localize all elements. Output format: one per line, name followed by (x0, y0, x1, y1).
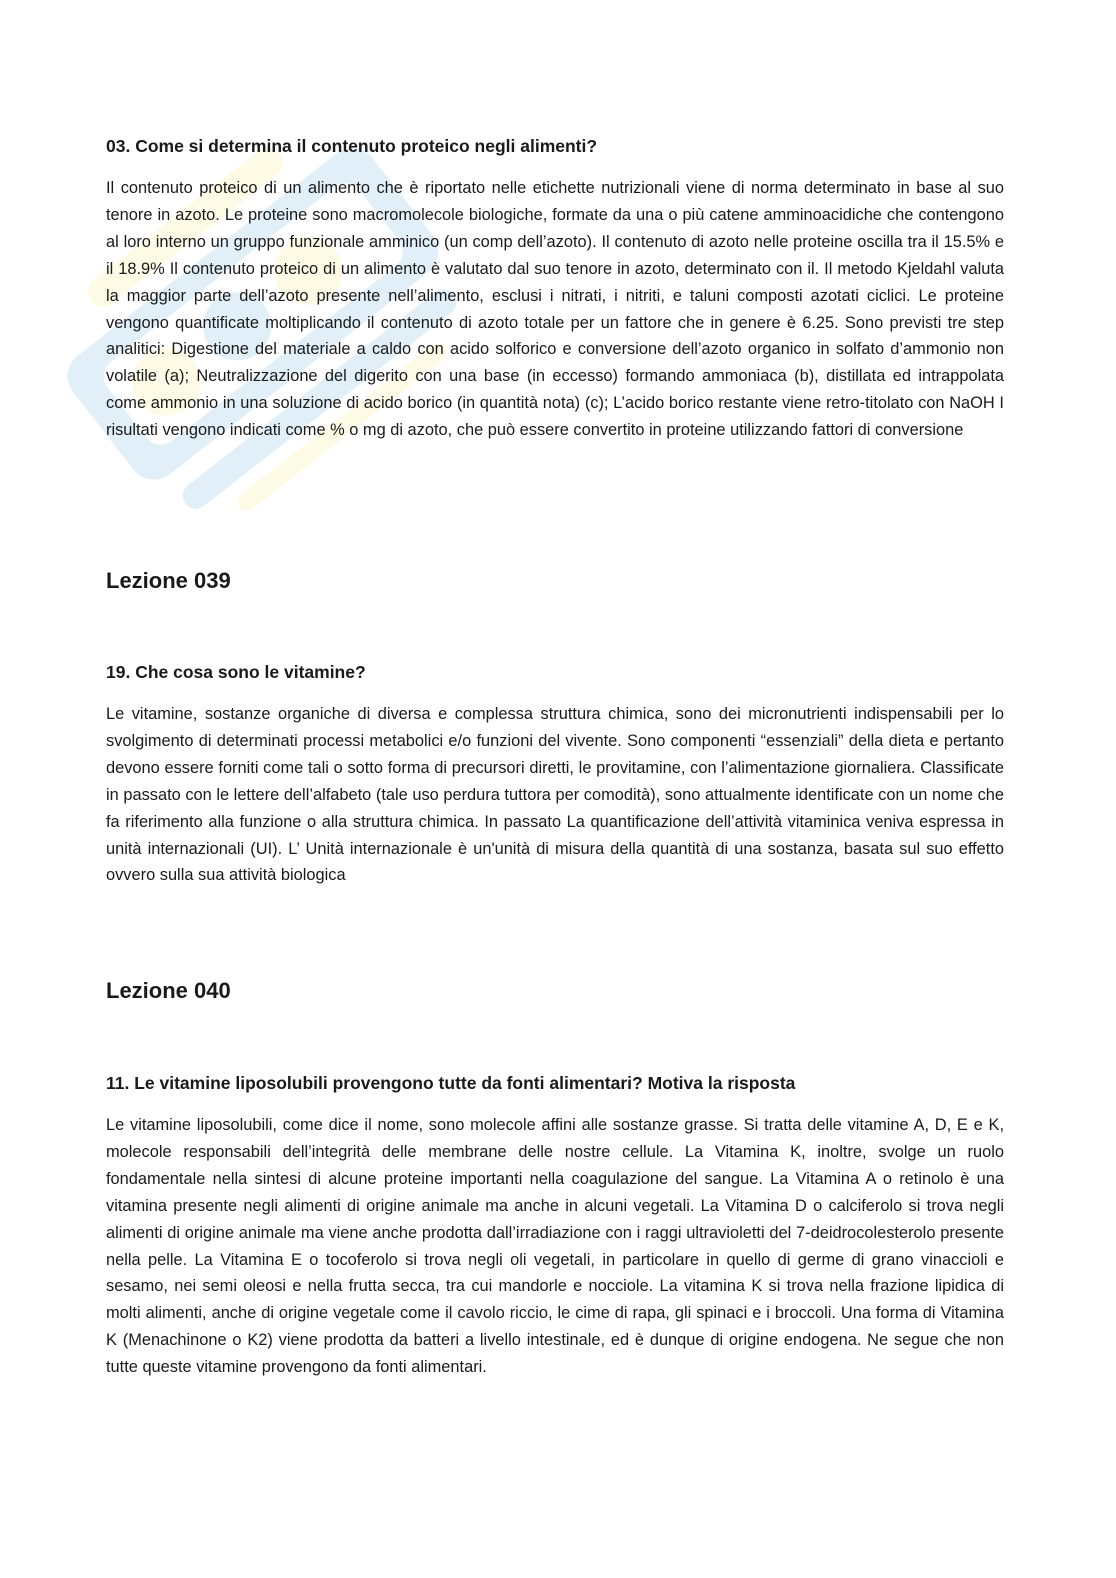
answer-paragraph-03: Il contenuto proteico di un alimento che è riportato nelle etichette nutrizionali viene di norma determinato in base al suo tenore in azoto. Le proteine sono macromolecole biologiche, formate da una o più catene amminoacidiche che contengono al loro interno un gruppo funzionale amminico (un comp dell’azoto). Il contenuto di azoto nelle proteine oscilla tra il 15.5% e il 18.9% Il contenuto proteico di un alimento è valutato dal suo tenore in azoto, determinato con il. Il metodo Kjeldahl valuta la maggior parte dell’azoto presente nell’alimento, esclusi i nitrati, i nitriti, e taluni composti azotati ciclici. Le proteine vengono quantificate moltiplicando il contenuto di azoto totale per un fattore che in genere è 6.25. Sono previsti tre step analitici: Digestione del materiale a caldo con acido solforico e conversione dell’azoto organico in solfato d’ammonio non volatile (a); Neutralizzazione del digerito con una base (in eccesso) formando ammoniaca (b), distillata ed intrappolata come ammonio in una soluzione di acido borico (in quantità nota) (c); L’acido borico restante viene retro-titolato con NaOH I risultati vengono indicati come % o mg di azoto, che può essere convertito in proteine utilizzando fattori di conversione (106, 179, 1004, 440)
answer-paragraph-11: Le vitamine liposolubili, come dice il nome, sono molecole affini alle sostanze grasse. Si tratta delle vitamine A, D, E e K, molecole responsabili dell’integrità delle membrane delle nostre cellule. La Vitamina K, inoltre, svolge un ruolo fondamentale nella sintesi di alcune proteine importanti nella coagulazione del sangue. La Vitamina A o retinolo è una vitamina presente negli alimenti di origine animale ma anche in alcuni vegetali. La Vitamina D o calciferolo si trova negli alimenti di origine animale ma viene anche prodotta dall’irradiazione con i raggi ultravioletti del 7-deidrocolesterolo presente nella pelle. La Vitamina E o tocoferolo si trova negli oli vegetali, in particolare in quello di germe di grano vinaccioli e sesamo, nei semi oleosi e nella frutta secca, tra cui mandorle e nocciole. La vitamina K si trova nella frazione lipidica di molti alimenti, anche di origine vegetale come il cavolo riccio, le cime di rapa, gli spinaci e i broccoli. Una forma di Vitamina K (Menachinone o K2) viene prodotta da batteri a livello intestinale, ed è dunque di origine endogena. Ne segue che non tutte queste vitamine provengono da fonti alimentari. (106, 1116, 1004, 1377)
lesson-heading-039: Lezione 039 (106, 568, 231, 593)
question-title-11: 11. Le vitamine liposolubili provengono tutte da fonti alimentari? Motiva la risposta (106, 1073, 796, 1093)
question-title-19: 19. Che cosa sono le vitamine? (106, 662, 366, 682)
question-title-03: 03. Come si determina il contenuto proteico negli alimenti? (106, 136, 598, 156)
answer-paragraph-19: Le vitamine, sostanze organiche di diversa e complessa struttura chimica, sono dei micronutrienti indispensabili per lo svolgimento di determinati processi metabolici e/o funzioni del vivente. Sono componenti “essenziali” della dieta e pertanto devono essere forniti come tali o sotto forma di precursori diretti, le provitamine, con l’alimentazione giornaliera. Classificate in passato con le lettere dell’alfabeto (tale uso perdura tuttora per comodità), sono attualmente identificate con un nome che fa riferimento alla funzione o alla struttura chimica. In passato La quantificazione dell’attività vitaminica veniva espressa in unità internazionali (UI). L’ Unità internazionale è un'unità di misura della quantità di una sostanza, basata sul suo effetto ovvero sulla sua attività biologica (106, 705, 1004, 885)
lesson-heading-040: Lezione 040 (106, 978, 231, 1003)
